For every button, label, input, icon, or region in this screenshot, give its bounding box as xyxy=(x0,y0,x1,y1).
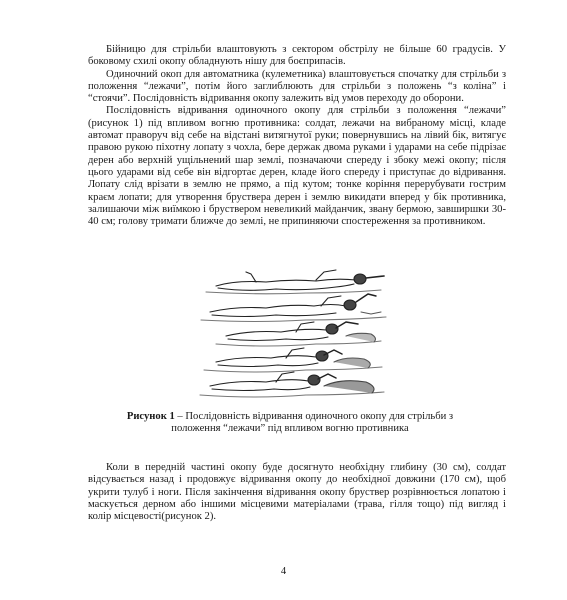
figure-stage-3 xyxy=(216,322,381,346)
page-number: 4 xyxy=(280,566,287,577)
text-block-top xyxy=(88,44,506,228)
figure-caption xyxy=(120,411,460,436)
figure-stage-1 xyxy=(206,270,384,294)
text-block-bottom xyxy=(88,462,506,523)
figure-caption-label: Рисунок 1 xyxy=(126,411,175,422)
figure-soldier-digging-illustration xyxy=(196,262,388,402)
figure-stage-5 xyxy=(200,372,384,397)
figure-caption-text: – Послідовність відривання одиночного окопу для стрільби з положення “лежачи” під впливом вогню противника xyxy=(171,411,454,435)
paragraph: Коли в передній частині окопу буде досягнуто необхідну глибину (30 см), солдат відсувається назад і продовжує відривання окопу до необхідної довжини (170 см), щоб укрити тулуб і ноги. Після закінчення відривання окопу бруствер розрівнюється лопатою і маскується дерном або іншими місцевими матеріалами (трава, гілля тощо) під вигляд і колір місцевості(рисунок 2). xyxy=(88,462,506,523)
paragraph: Одиночний окоп для автоматника (кулеметника) влаштовується спочатку для стрільби з положення “лежачи”, потім його заглиблюють для стрільби з положень “з коліна” і “стоячи”. Послідовність відривання окопу залежить від умов переходу до оборони. xyxy=(88,68,506,105)
figure-stage-4 xyxy=(204,348,382,372)
paragraph: Бійницю для стрільби влаштовують з сектором обстрілу не більше 60 градусів. У боковому схилі окопу обладнують нішу для боєприпасів. xyxy=(88,44,506,68)
paragraph: Послідовність відривання одиночного окопу для стрільби з положення “лежачи” (рисунок 1) під впливом вогню противника: солдат, лежачи на вибраному місці, кладе автомат праворуч від себе на відстані витягнутої руки; повернувшись на лівий бік, витягує правою рукою піхотну лопату з чохла, бере держак двома руками і ударами на себе підрізає дерен або верхній ущільнений шар землі, позначаючи спереду і збоку межі окопу; після цього ударами від себе він відгортає дерен, кладе його спереду і приступає до відривання. Лопату слід врізати в землю не прямо, а під кутом; тонке коріння перерубувати гострим краєм лопати; для утворення бруствера дерен і землю викидати вперед у бік противника, залишаючи між виїмкою і бруствером невеликий майданчик, звану бермою, завширшки 30-40 см; голову тримати ближче до землі, не припиняючи спостереження за противником. xyxy=(88,105,506,228)
figure-stage-2 xyxy=(201,294,386,322)
